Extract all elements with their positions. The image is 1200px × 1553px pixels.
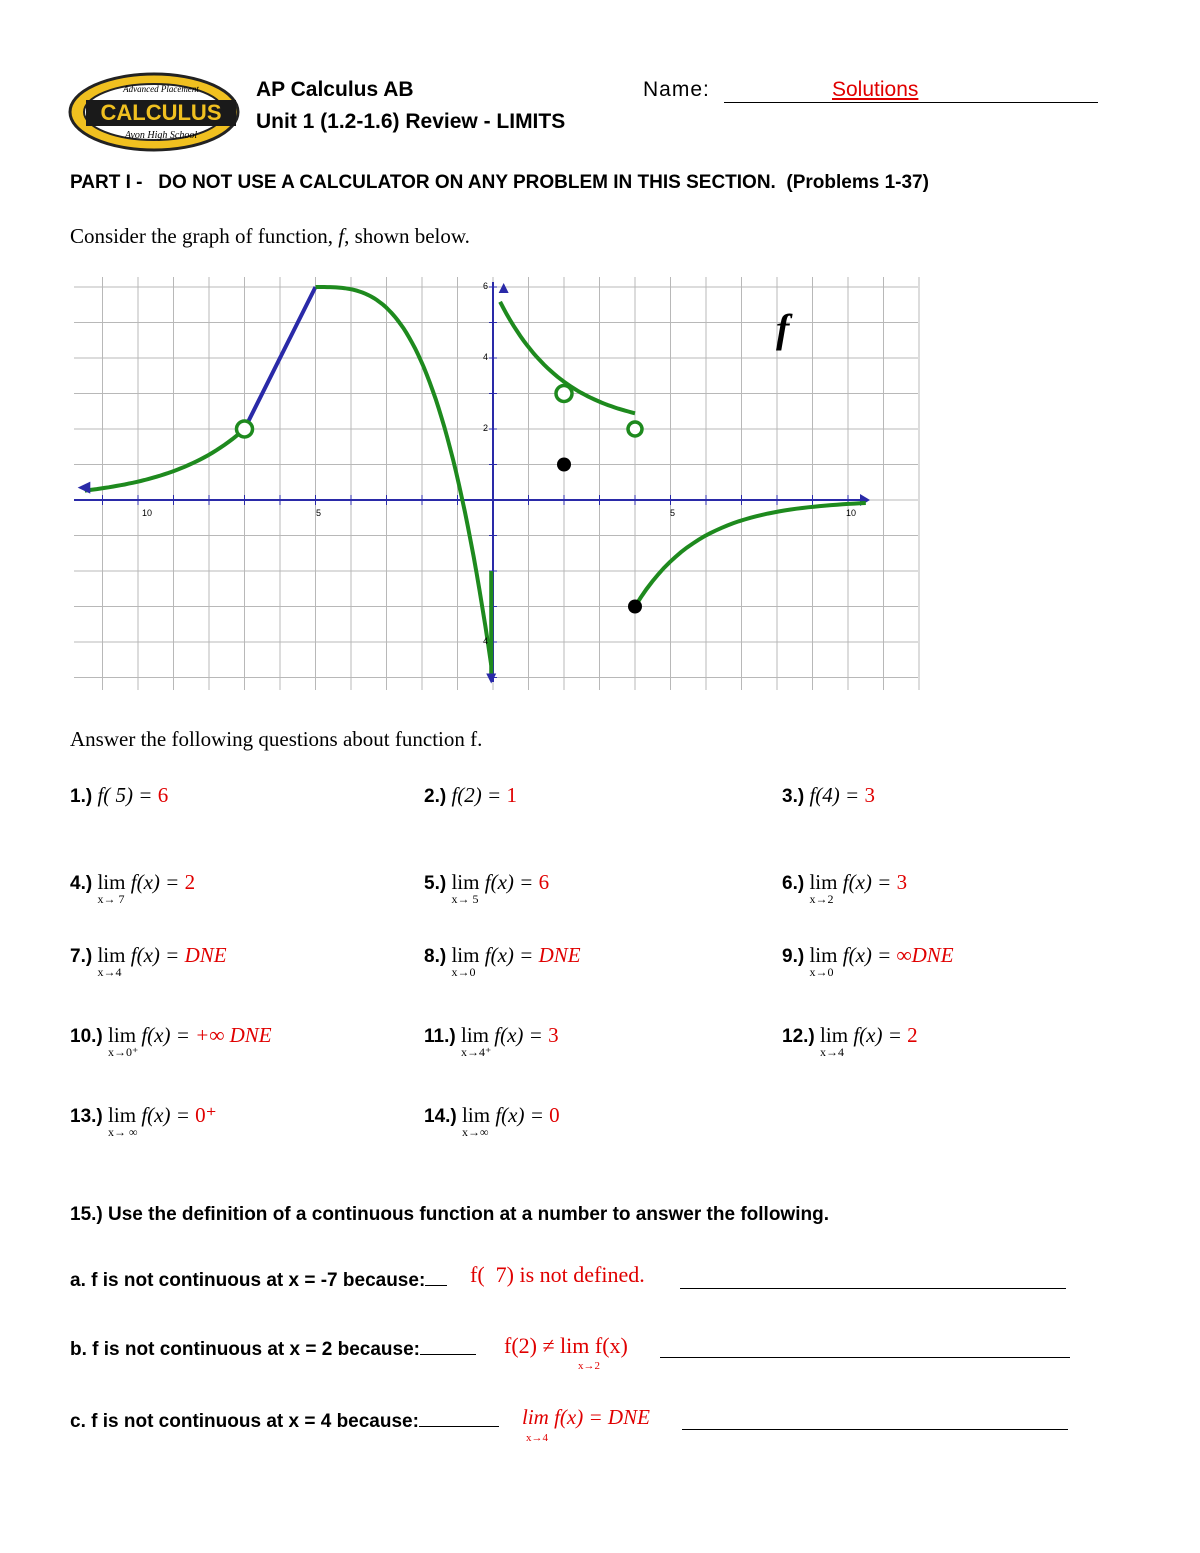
question-number: 7.) [70, 946, 93, 967]
question-expression: f(x) = [130, 943, 180, 967]
open-point [237, 421, 253, 437]
lim-operator: lim x→4 [820, 1023, 849, 1059]
question-13 [70, 1103, 217, 1139]
lim-subscript: x→4⁺ [460, 1045, 492, 1059]
question-11 [424, 1023, 559, 1059]
course-title: AP Calculus AB [256, 78, 414, 101]
logo-top-text: Advanced Placement [123, 84, 199, 94]
question-answer: 3 [548, 1023, 559, 1047]
curves [85, 287, 866, 678]
lim-subscript: x→2 [809, 892, 834, 906]
lim-operator: lim x→4⁺ [460, 1023, 492, 1059]
question-6 [782, 870, 908, 906]
q15c-label: c. f is not continuous at x = 4 because: [70, 1411, 419, 1432]
question-answer: 2 [907, 1023, 918, 1047]
question-number: 6.) [782, 873, 805, 894]
question-9 [782, 943, 954, 979]
question-expression: f(2) = [451, 783, 502, 807]
question-expression: f(x) = [130, 870, 180, 894]
question-answer: 6 [538, 870, 550, 894]
question-expression: f(x) = [842, 870, 892, 894]
lim-subscript: x→0⁺ [108, 1045, 139, 1059]
question-2 [424, 783, 517, 808]
question-answer: +∞ DNE [195, 1023, 272, 1047]
question-5 [424, 870, 550, 906]
question-answer: 0 [549, 1103, 560, 1127]
question-expression: f(x) = [842, 943, 892, 967]
question-expression: f(x) = [495, 1103, 544, 1127]
q15c-sub: x→4 [526, 1432, 548, 1444]
question-1 [70, 783, 168, 808]
question-answer: 2 [184, 870, 196, 894]
question-12 [782, 1023, 918, 1059]
question-10 [70, 1023, 272, 1059]
q15c-blank[interactable] [419, 1408, 499, 1427]
question-answer: 6 [157, 783, 169, 807]
logo-school-text: Avon High School [124, 130, 198, 141]
q15b-blank[interactable] [420, 1336, 476, 1355]
graph-intro: Consider the graph of function, f, shown below. [70, 224, 470, 248]
open-point [628, 422, 642, 436]
question-number: 11.) [424, 1026, 456, 1047]
lim-subscript: x→ 7 [97, 892, 125, 906]
lim-operator: lim x→0 [809, 943, 838, 979]
points [78, 283, 642, 684]
x-tick-label: 10 [846, 508, 857, 518]
closed-point [628, 600, 642, 614]
lim-subscript: x→ 5 [451, 892, 479, 906]
question-number: 10.) [70, 1026, 103, 1047]
lim-operator: lim x→∞ [462, 1103, 491, 1139]
question-3 [782, 783, 875, 808]
lim-subscript: x→∞ [462, 1125, 489, 1139]
question-expression: f(x) = [494, 1023, 543, 1047]
lim-operator: lim x→ 5 [451, 870, 480, 906]
q15c-answer: lim f(x) = DNE [522, 1405, 650, 1429]
question-answer: DNE [184, 943, 227, 967]
name-value: Solutions [832, 78, 919, 101]
question-answer: DNE [538, 943, 581, 967]
q15b-sub: x→2 [578, 1360, 600, 1372]
question-expression: f( 5) = [97, 783, 153, 807]
question-number: 9.) [782, 946, 805, 967]
question-number: 3.) [782, 786, 805, 807]
q15-title: 15.) Use the definition of a continuous function at a number to answer the following. [70, 1204, 829, 1225]
calculus-logo [68, 72, 240, 152]
question-answer: 1 [506, 783, 517, 807]
question-number: 13.) [70, 1106, 103, 1127]
q15b [70, 1336, 476, 1361]
left-arrow-head [78, 482, 91, 494]
lim-operator: lim x→ ∞ [108, 1103, 138, 1139]
question-number: 4.) [70, 873, 93, 894]
axes [74, 282, 870, 682]
x-tick-label: 10 [142, 508, 153, 518]
lim-operator: lim x→0 [451, 943, 480, 979]
q15a [70, 1267, 447, 1292]
question-number: 14.) [424, 1106, 457, 1127]
name-label: Name: [643, 78, 710, 101]
curve-descending [316, 287, 492, 665]
question-number: 1.) [70, 786, 93, 807]
lim-subscript: x→0 [809, 965, 834, 979]
q15a-label: a. f is not continuous at x = -7 because: [70, 1270, 426, 1291]
part1-instructions: PART I - DO NOT USE A CALCULATOR ON ANY PROBLEM IN THIS SECTION. (Problems 1-37) [70, 172, 929, 193]
x-tick-label: 5 [670, 508, 676, 518]
graph-label: f [776, 306, 790, 351]
curve-exponential [85, 429, 245, 491]
lim-operator: lim x→4 [97, 943, 126, 979]
question-7 [70, 943, 227, 979]
q15a-blank[interactable] [425, 1267, 447, 1286]
question-number: 8.) [424, 946, 447, 967]
logo-main-text: CALCULUS [100, 100, 222, 125]
q15b-label: b. f is not continuous at x = 2 because: [70, 1339, 420, 1360]
q15a-answer: f( 7) is not defined. [470, 1262, 645, 1287]
question-expression: f(x) = [853, 1023, 902, 1047]
lim-operator: lim x→0⁺ [108, 1023, 139, 1059]
question-number: 2.) [424, 786, 447, 807]
q15b-line[interactable] [660, 1357, 1070, 1358]
grid [70, 277, 919, 690]
lim-subscript: x→0 [451, 965, 476, 979]
lim-subscript: x→4 [97, 965, 122, 979]
q15c [70, 1408, 499, 1433]
question-answer: 3 [864, 783, 875, 807]
function-graph [70, 272, 922, 694]
y-tick-label: 4 [483, 636, 489, 646]
y-tick-label: 2 [483, 423, 489, 433]
lim-operator: lim x→2 [809, 870, 838, 906]
q15b-answer: f(2) ≠ lim f(x) [504, 1333, 628, 1358]
lim-operator: lim x→ 7 [97, 870, 126, 906]
question-answer: 0⁺ [195, 1103, 217, 1127]
name-field[interactable] [724, 78, 1098, 103]
lim-subscript: x→ ∞ [108, 1125, 138, 1139]
question-number: 5.) [424, 873, 447, 894]
q15a-line[interactable] [680, 1288, 1066, 1289]
question-expression: f(x) = [484, 943, 534, 967]
question-14 [424, 1103, 560, 1139]
question-4 [70, 870, 196, 906]
question-expression: f(x) = [141, 1103, 190, 1127]
question-number: 12.) [782, 1026, 815, 1047]
question-expression: f(x) = [141, 1023, 190, 1047]
lim-subscript: x→4 [820, 1045, 845, 1059]
top-arrow-head [499, 283, 509, 293]
bottom-arrow-head [486, 674, 496, 684]
question-answer: ∞DNE [896, 943, 954, 967]
question-answer: 3 [896, 870, 908, 894]
open-point [556, 386, 572, 402]
q15c-line[interactable] [682, 1429, 1068, 1430]
y-tick-label: 4 [483, 352, 489, 362]
question-expression: f(4) = [809, 783, 860, 807]
y-tick-label: 6 [483, 281, 489, 291]
unit-title: Unit 1 (1.2-1.6) Review - LIMITS [256, 110, 566, 133]
curve-rising [635, 503, 866, 607]
closed-point [557, 458, 571, 472]
answer-prompt: Answer the following questions about function f. [70, 727, 483, 751]
x-tick-label: 5 [316, 508, 322, 518]
question-8 [424, 943, 581, 979]
question-expression: f(x) = [484, 870, 534, 894]
